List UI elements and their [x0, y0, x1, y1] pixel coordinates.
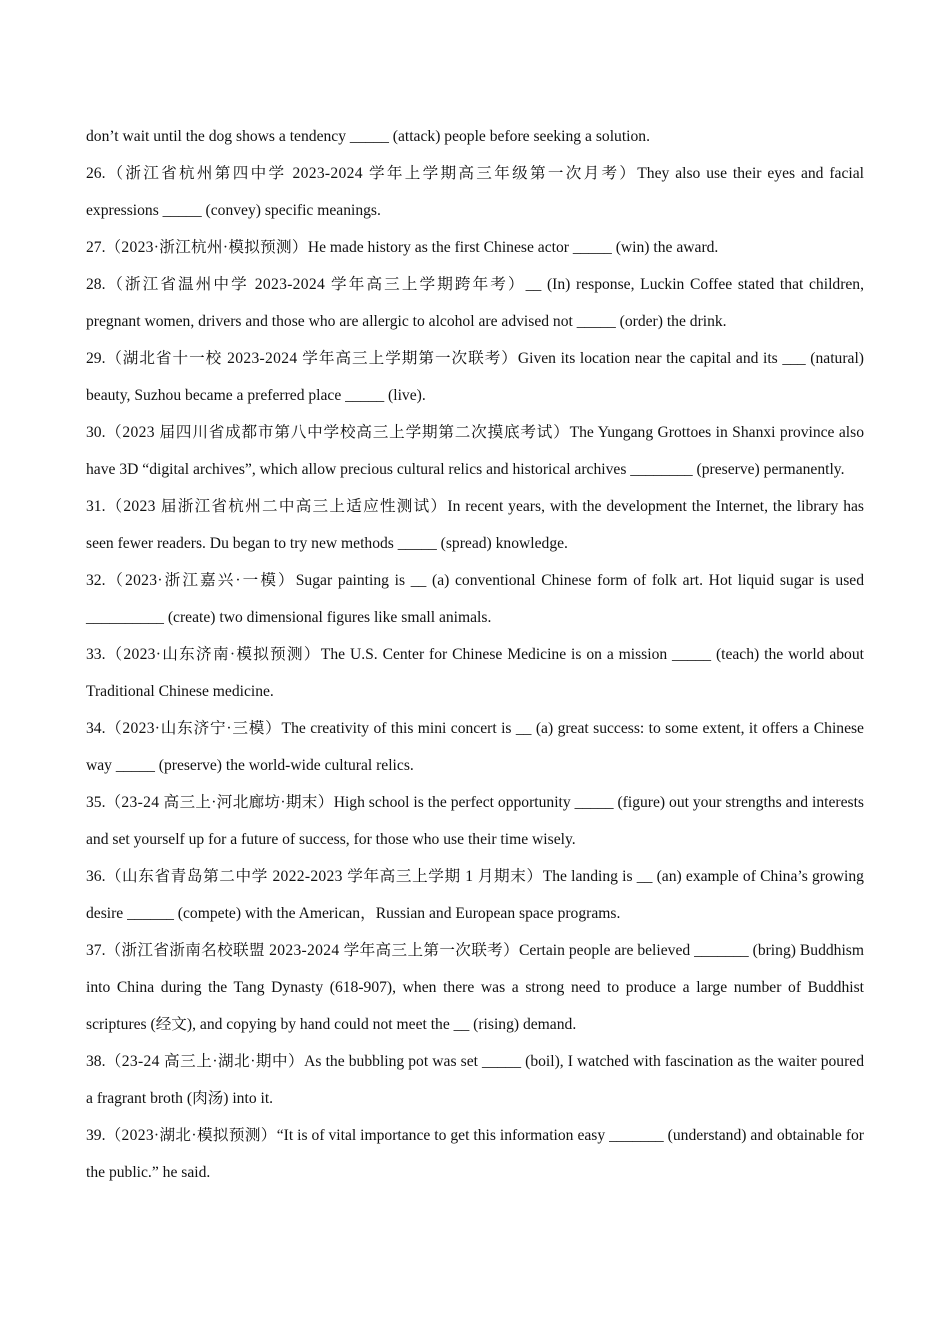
- item-source: （浙江省温州中学 2023-2024 学年高三上学期跨年考）: [105, 276, 526, 293]
- exercise-item-30: [86, 414, 864, 488]
- exercise-item-36: [86, 858, 864, 932]
- item-source: （2023·山东济南·模拟预测）: [105, 646, 321, 663]
- exercise-item-31: [86, 488, 864, 562]
- item-number: 28.: [86, 276, 106, 293]
- item-number: 27.: [86, 239, 106, 256]
- item-source: （2023·浙江嘉兴·一模）: [105, 572, 296, 589]
- item-source: （2023·山东济宁·三模）: [105, 720, 282, 737]
- item-source: （湖北省十一校 2023-2024 学年高三上学期第一次联考）: [105, 350, 518, 367]
- item-number: 39.: [86, 1127, 106, 1144]
- item-number: 32.: [86, 572, 106, 589]
- item-text: Certain people are believed _______ (bring) Buddhism into China during the Tang Dynasty (618-907), when there was a strong need to produce a large number of Buddhist scriptures (经文), and copying by hand could not meet the __ (rising) demand.: [86, 942, 864, 1033]
- item-text: The U.S. Center for Chinese Medicine is on a mission _____ (teach) the world about Traditional Chinese medicine.: [86, 646, 864, 700]
- item-text: High school is the perfect opportunity _____ (figure) out your strengths and interests and set yourself up for a future of success, for those who use their time wisely.: [86, 794, 864, 848]
- exercise-item-35: [86, 784, 864, 858]
- item-number: 31.: [86, 498, 106, 515]
- exercise-item-28: [86, 266, 864, 340]
- exercise-item-26: [86, 155, 864, 229]
- exercise-item-25-cont: [86, 118, 864, 155]
- item-text: Sugar painting is __ (a) conventional Chinese form of folk art. Hot liquid sugar is used __________ (create) two dimensional figures like small animals.: [86, 572, 864, 626]
- exercise-item-32: [86, 562, 864, 636]
- item-text: In recent years, with the development the Internet, the library has seen fewer readers. Du began to try new methods _____ (spread) knowledge.: [86, 498, 864, 552]
- item-number: 35.: [86, 794, 106, 811]
- item-source: （山东省青岛第二中学 2022-2023 学年高三上学期 1 月期末）: [105, 868, 543, 885]
- item-source: （23-24 高三上·河北廊坊·期末）: [105, 794, 334, 811]
- exercise-item-39: [86, 1117, 864, 1191]
- item-number: 30.: [86, 424, 106, 441]
- item-number: 33.: [86, 646, 106, 663]
- item-source: （2023 届浙江省杭州二中高三上适应性测试）: [105, 498, 448, 515]
- exercise-item-29: [86, 340, 864, 414]
- item-source: （2023·湖北·模拟预测）: [105, 1127, 277, 1144]
- item-text: “It is of vital importance to get this information easy _______ (understand) and obtainable for the public.” he said.: [86, 1127, 865, 1181]
- exercise-item-37: [86, 932, 864, 1043]
- item-number: 34.: [86, 720, 106, 737]
- item-number: 37.: [86, 942, 106, 959]
- item-source: （2023 届四川省成都市第八中学校高三上学期第二次摸底考试）: [105, 424, 570, 441]
- exercise-page: [86, 118, 864, 1191]
- item-text: He made history as the first Chinese actor _____ (win) the award.: [307, 239, 719, 256]
- exercise-item-27: [86, 229, 864, 266]
- exercise-item-38: [86, 1043, 864, 1117]
- item-number: 29.: [86, 350, 106, 367]
- item-source: （2023·浙江杭州·模拟预测）: [105, 239, 308, 256]
- item-number: 36.: [86, 868, 106, 885]
- item-text: don’t wait until the dog shows a tendency _____ (attack) people before seeking a solution.: [86, 128, 650, 145]
- item-source: （23-24 高三上·湖北·期中）: [105, 1053, 305, 1070]
- item-text: The creativity of this mini concert is __ (a) great success: to some extent, it offers a Chinese way _____ (preserve) the world-wide cultural relics.: [86, 720, 864, 774]
- item-text: The Yungang Grottoes in Shanxi province also have 3D “digital archives”, which allow precious cultural relics and historical archives ________ (preserve) permanently.: [86, 424, 864, 478]
- item-number: 26.: [86, 165, 106, 182]
- exercise-item-33: [86, 636, 864, 710]
- item-text: As the bubbling pot was set _____ (boil), I watched with fascination as the waiter poured a fragrant broth (肉汤) into it.: [86, 1053, 864, 1107]
- item-source: （浙江省杭州第四中学 2023-2024 学年上学期高三年级第一次月考）: [105, 165, 638, 182]
- item-text: The landing is __ (an) example of China’s growing desire ______ (compete) with the American，Russian and European space programs.: [86, 868, 864, 922]
- item-source: （浙江省浙南名校联盟 2023-2024 学年高三上第一次联考）: [105, 942, 520, 959]
- item-text: They also use their eyes and facial expressions _____ (convey) specific meanings.: [86, 165, 864, 219]
- item-text: Given its location near the capital and its ___ (natural) beauty, Suzhou became a preferred place _____ (live).: [86, 350, 864, 404]
- item-text: __ (In) response, Luckin Coffee stated that children, pregnant women, drivers and those who are allergic to alcohol are advised not _____ (order) the drink.: [86, 276, 865, 330]
- exercise-item-34: [86, 710, 864, 784]
- item-number: 38.: [86, 1053, 106, 1070]
